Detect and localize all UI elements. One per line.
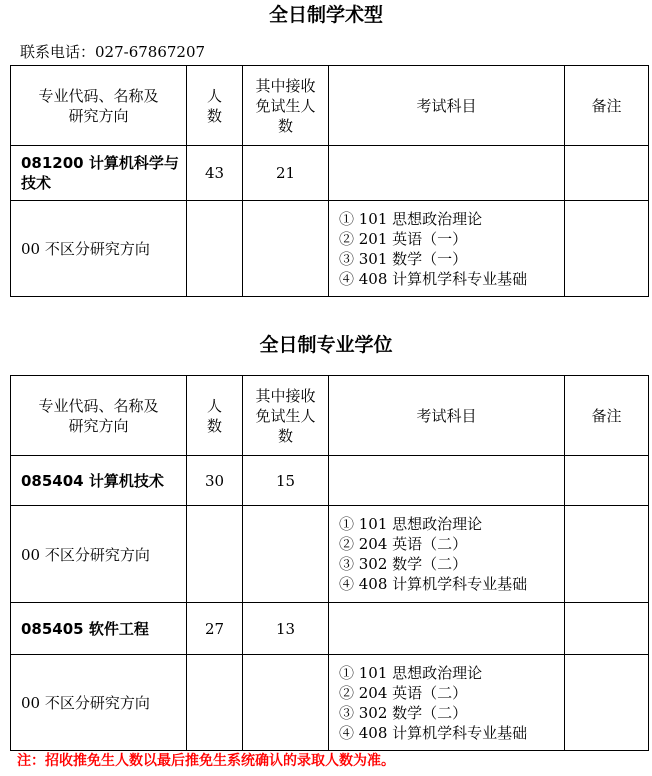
table-row xyxy=(11,146,649,201)
remarks-cell xyxy=(565,201,649,297)
subjects-cell xyxy=(329,603,565,655)
count-cell xyxy=(187,655,243,751)
academic-table xyxy=(10,65,649,297)
subject-item: ③ 302 数学（二） xyxy=(339,703,468,722)
subject-item: ④ 408 计算机学科专业基础 xyxy=(339,269,528,288)
remarks-cell xyxy=(565,146,649,201)
table-row xyxy=(11,201,649,297)
header-major: 专业代码、名称及研究方向 xyxy=(11,376,187,456)
table-header-row xyxy=(11,376,649,456)
major-count: 30 xyxy=(187,456,243,506)
major-name: 085404 计算机技术 xyxy=(11,456,187,506)
section-title-professional: 全日制专业学位 xyxy=(259,334,393,356)
subject-item: ① 101 思想政治理论 xyxy=(339,209,483,228)
header-remarks: 备注 xyxy=(565,376,649,456)
exempt-cell xyxy=(243,201,329,297)
table-row xyxy=(11,603,649,655)
subject-item: ③ 301 数学（一） xyxy=(339,249,468,268)
header-exempt: 其中接收免试生人数 xyxy=(243,376,329,456)
major-name: 081200 计算机科学与技术 xyxy=(11,146,187,201)
major-count: 43 xyxy=(187,146,243,201)
direction-name: 00 不区分研究方向 xyxy=(11,201,187,297)
exam-subjects xyxy=(329,201,565,297)
subject-item: ④ 408 计算机学科专业基础 xyxy=(339,575,528,593)
major-count: 27 xyxy=(187,603,243,655)
major-exempt: 21 xyxy=(243,146,329,201)
direction-name: 00 不区分研究方向 xyxy=(11,655,187,751)
subject-item: ① 101 思想政治理论 xyxy=(339,663,483,682)
remarks-cell xyxy=(565,655,649,751)
remarks-cell xyxy=(565,603,649,655)
remarks-cell xyxy=(565,506,649,603)
header-subjects: 考试科目 xyxy=(329,66,565,146)
count-cell xyxy=(187,506,243,603)
table-header-row xyxy=(11,66,649,146)
subject-item: ④ 408 计算机学科专业基础 xyxy=(339,723,528,742)
major-name: 085405 软件工程 xyxy=(11,603,187,655)
subject-item: ① 101 思想政治理论 xyxy=(339,515,483,533)
header-remarks: 备注 xyxy=(565,66,649,146)
header-count: 人数 xyxy=(187,66,243,146)
header-count: 人数 xyxy=(187,376,243,456)
header-major: 专业代码、名称及研究方向 xyxy=(11,66,187,146)
contact-phone: 联系电话：027-67867207 xyxy=(20,43,206,61)
table-row xyxy=(11,655,649,751)
major-exempt: 13 xyxy=(243,603,329,655)
remarks-cell xyxy=(565,456,649,506)
subjects-cell xyxy=(329,456,565,506)
header-subjects: 考试科目 xyxy=(329,376,565,456)
subject-item: ② 204 英语（二） xyxy=(339,683,468,702)
professional-table xyxy=(10,375,649,751)
footnote: 注：招收推免生人数以最后推免生系统确认的录取人数为准。 xyxy=(17,753,395,769)
table-row xyxy=(11,456,649,506)
exam-subjects xyxy=(329,506,565,603)
exam-subjects xyxy=(329,655,565,751)
exempt-cell xyxy=(243,655,329,751)
table-row xyxy=(11,506,649,603)
major-exempt: 15 xyxy=(243,456,329,506)
section-title-academic: 全日制学术型 xyxy=(268,4,383,26)
direction-name: 00 不区分研究方向 xyxy=(11,506,187,603)
subjects-cell xyxy=(329,146,565,201)
subject-item: ③ 302 数学（二） xyxy=(339,555,468,573)
header-exempt: 其中接收免试生人数 xyxy=(243,66,329,146)
subject-item: ② 201 英语（一） xyxy=(339,229,468,248)
exempt-cell xyxy=(243,506,329,603)
count-cell xyxy=(187,201,243,297)
subject-item: ② 204 英语（二） xyxy=(339,535,468,553)
